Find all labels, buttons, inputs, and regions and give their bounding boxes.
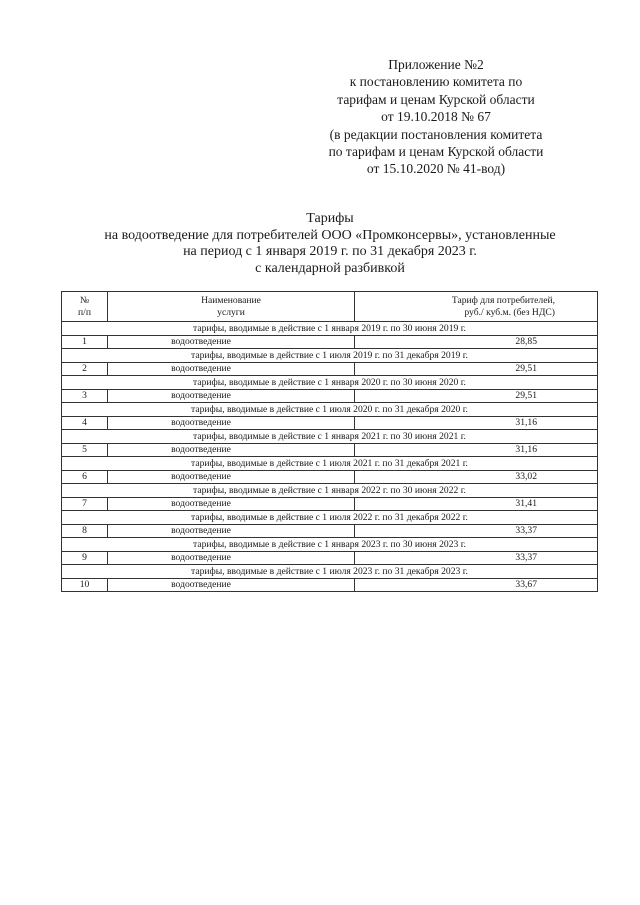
table-row bbox=[62, 471, 598, 484]
row-number: 7 bbox=[62, 498, 108, 511]
appendix-line: тарифам и ценам Курской области bbox=[337, 91, 535, 107]
row-number: 3 bbox=[62, 390, 108, 403]
table-row bbox=[62, 417, 598, 430]
service-name: водоотведение bbox=[108, 336, 355, 349]
tariff-value: 33,67 bbox=[355, 579, 598, 592]
table-row bbox=[62, 390, 598, 403]
header-tariff bbox=[355, 292, 598, 322]
table-header-row bbox=[62, 292, 598, 322]
service-name: водоотведение bbox=[108, 444, 355, 457]
document-title bbox=[60, 211, 600, 277]
header-tariff-line1: Тариф для потребителей, bbox=[451, 294, 555, 306]
period-label: тарифы, вводимые в действие с 1 января 2019 г. по 30 июня 2019 г. bbox=[62, 322, 598, 336]
appendix-line: от 19.10.2018 № 67 bbox=[381, 109, 491, 125]
service-name: водоотведение bbox=[108, 579, 355, 592]
appendix-reference bbox=[306, 56, 566, 178]
tariff-value: 33,37 bbox=[355, 552, 598, 565]
table-row bbox=[62, 363, 598, 376]
header-service-line1: Наименование bbox=[201, 294, 261, 306]
appendix-line: от 15.10.2020 № 41-вод) bbox=[366, 161, 506, 177]
period-row bbox=[62, 430, 598, 444]
row-number: 2 bbox=[62, 363, 108, 376]
appendix-line: по тарифам и ценам Курской области bbox=[328, 144, 544, 160]
period-row bbox=[62, 538, 598, 552]
table-row bbox=[62, 525, 598, 538]
header-tariff-line2: руб./ куб.м. (без НДС) bbox=[464, 306, 555, 318]
period-label: тарифы, вводимые в действие с 1 июля 2020 г. по 31 декабря 2020 г. bbox=[62, 403, 598, 417]
tariff-value: 33,37 bbox=[355, 525, 598, 538]
period-row bbox=[62, 376, 598, 390]
header-number-line2: п/п bbox=[78, 306, 91, 318]
service-name: водоотведение bbox=[108, 390, 355, 403]
period-label: тарифы, вводимые в действие с 1 июля 2021 г. по 31 декабря 2021 г. bbox=[62, 457, 598, 471]
table-row bbox=[62, 498, 598, 511]
tariff-value: 33,02 bbox=[355, 471, 598, 484]
table-row bbox=[62, 579, 598, 592]
appendix-line: к постановлению комитета по bbox=[349, 74, 523, 90]
row-number: 5 bbox=[62, 444, 108, 457]
header-service-line2: услуги bbox=[217, 306, 245, 318]
tariff-value: 29,51 bbox=[355, 390, 598, 403]
row-number: 4 bbox=[62, 417, 108, 430]
period-label: тарифы, вводимые в действие с 1 июля 2022 г. по 31 декабря 2022 г. bbox=[62, 511, 598, 525]
tariff-value: 31,16 bbox=[355, 444, 598, 457]
table-row bbox=[62, 336, 598, 349]
period-label: тарифы, вводимые в действие с 1 января 2020 г. по 30 июня 2020 г. bbox=[62, 376, 598, 390]
appendix-line: (в редакции постановления комитета bbox=[329, 126, 543, 142]
header-number-line1: № bbox=[79, 294, 90, 306]
service-name: водоотведение bbox=[108, 525, 355, 538]
period-row bbox=[62, 457, 598, 471]
period-row bbox=[62, 349, 598, 363]
period-row bbox=[62, 322, 598, 336]
title-line: на водоотведение для потребителей ООО «Промконсервы», установленные bbox=[104, 227, 556, 243]
period-row bbox=[62, 511, 598, 525]
period-label: тарифы, вводимые в действие с 1 июля 2023 г. по 31 декабря 2023 г. bbox=[62, 565, 598, 579]
tariff-value: 31,41 bbox=[355, 498, 598, 511]
table-row bbox=[62, 552, 598, 565]
period-label: тарифы, вводимые в действие с 1 июля 2019 г. по 31 декабря 2019 г. bbox=[62, 349, 598, 363]
service-name: водоотведение bbox=[108, 471, 355, 484]
row-number: 9 bbox=[62, 552, 108, 565]
tariff-table bbox=[61, 291, 598, 592]
title-line: на период с 1 января 2019 г. по 31 декабря 2023 г. bbox=[183, 244, 477, 260]
tariff-value: 29,51 bbox=[355, 363, 598, 376]
header-service bbox=[108, 292, 355, 322]
period-row bbox=[62, 403, 598, 417]
table-body bbox=[62, 322, 598, 592]
row-number: 1 bbox=[62, 336, 108, 349]
title-line: с календарной разбивкой bbox=[255, 260, 405, 276]
row-number: 8 bbox=[62, 525, 108, 538]
period-label: тарифы, вводимые в действие с 1 января 2023 г. по 30 июня 2023 г. bbox=[62, 538, 598, 552]
period-row bbox=[62, 565, 598, 579]
row-number: 10 bbox=[62, 579, 108, 592]
header-number bbox=[62, 292, 108, 322]
period-row bbox=[62, 484, 598, 498]
row-number: 6 bbox=[62, 471, 108, 484]
service-name: водоотведение bbox=[108, 417, 355, 430]
table-row bbox=[62, 444, 598, 457]
period-label: тарифы, вводимые в действие с 1 января 2021 г. по 30 июня 2021 г. bbox=[62, 430, 598, 444]
title-line: Тарифы bbox=[306, 211, 354, 226]
service-name: водоотведение bbox=[108, 363, 355, 376]
tariff-value: 28,85 bbox=[355, 336, 598, 349]
tariff-value: 31,16 bbox=[355, 417, 598, 430]
period-label: тарифы, вводимые в действие с 1 января 2022 г. по 30 июня 2022 г. bbox=[62, 484, 598, 498]
service-name: водоотведение bbox=[108, 498, 355, 511]
appendix-line: Приложение №2 bbox=[388, 57, 484, 72]
service-name: водоотведение bbox=[108, 552, 355, 565]
